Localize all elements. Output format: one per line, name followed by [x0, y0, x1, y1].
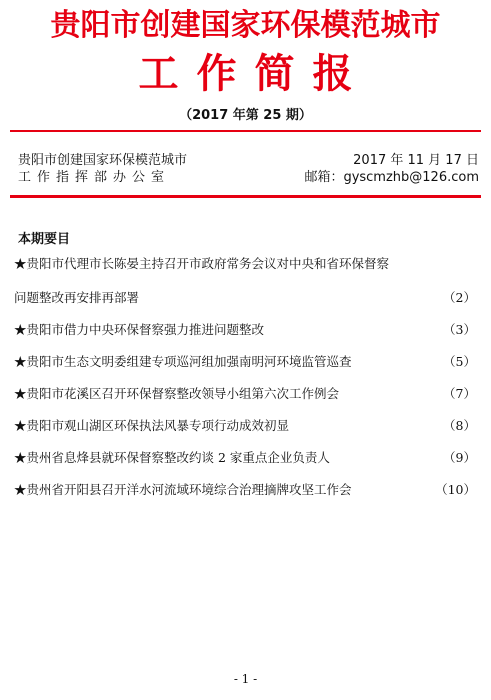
toc-item[interactable] [14, 482, 476, 498]
issue-date: 2017 年 11 月 17 日 [353, 153, 479, 168]
masthead-subtitle: 工作简报 [138, 51, 371, 97]
toc-item[interactable] [14, 322, 476, 338]
issue-number: （2017 年第 25 期） [179, 108, 312, 123]
toc-item-text: ★贵阳市花溪区召开环保督察整改领导小组第六次工作例会 [14, 386, 340, 401]
toc-item-page: （2） [443, 290, 476, 305]
toc-item-text: ★贵阳市代理市长陈晏主持召开市政府常务会议对中央和省环保督察 [14, 256, 390, 271]
top-rule [10, 130, 481, 132]
toc-item[interactable] [14, 290, 476, 306]
toc-item-page: （8） [443, 418, 476, 433]
contact-email[interactable]: 邮箱：gyscmzhb@126.com [304, 170, 479, 185]
toc-item-text: ★贵阳市借力中央环保督察强力推进问题整改 [14, 322, 265, 337]
toc-item[interactable] [14, 418, 476, 434]
page-number: - 1 - [233, 672, 258, 686]
toc-item-page: （9） [443, 450, 476, 465]
issue-meta [304, 152, 479, 186]
bottom-rule [10, 195, 481, 198]
toc-item[interactable] [14, 450, 476, 466]
toc-item[interactable] [14, 354, 476, 370]
masthead-title: 贵阳市创建国家环保模范城市 [50, 8, 441, 43]
toc-item-text: ★贵阳市生态文明委组建专项巡河组加强南明河环境监管巡查 [14, 354, 352, 369]
toc-item-text: ★贵阳市观山湖区环保执法风暴专项行动成效初显 [14, 418, 290, 433]
toc-item-page: （10） [435, 482, 476, 497]
toc-item-page: （5） [443, 354, 476, 369]
toc-item[interactable] [14, 386, 476, 402]
toc-title: 本期要目 [18, 232, 71, 247]
masthead [0, 6, 491, 98]
org-line-1: 贵阳市创建国家环保模范城市 [18, 153, 188, 168]
toc-item-text: 问题整改再安排再部署 [14, 290, 140, 305]
toc-item-text: ★贵州省息烽县就环保督察整改约谈 2 家重点企业负责人 [14, 450, 330, 465]
toc-item-page: （3） [443, 322, 476, 337]
toc-item-text: ★贵州省开阳县召开洋水河流域环境综合治理摘牌攻坚工作会 [14, 482, 352, 497]
organization [18, 152, 187, 186]
org-line-2: 工作指挥部办公室 [18, 170, 171, 185]
toc-item-page: （7） [443, 386, 476, 401]
toc-item[interactable] [14, 256, 476, 272]
